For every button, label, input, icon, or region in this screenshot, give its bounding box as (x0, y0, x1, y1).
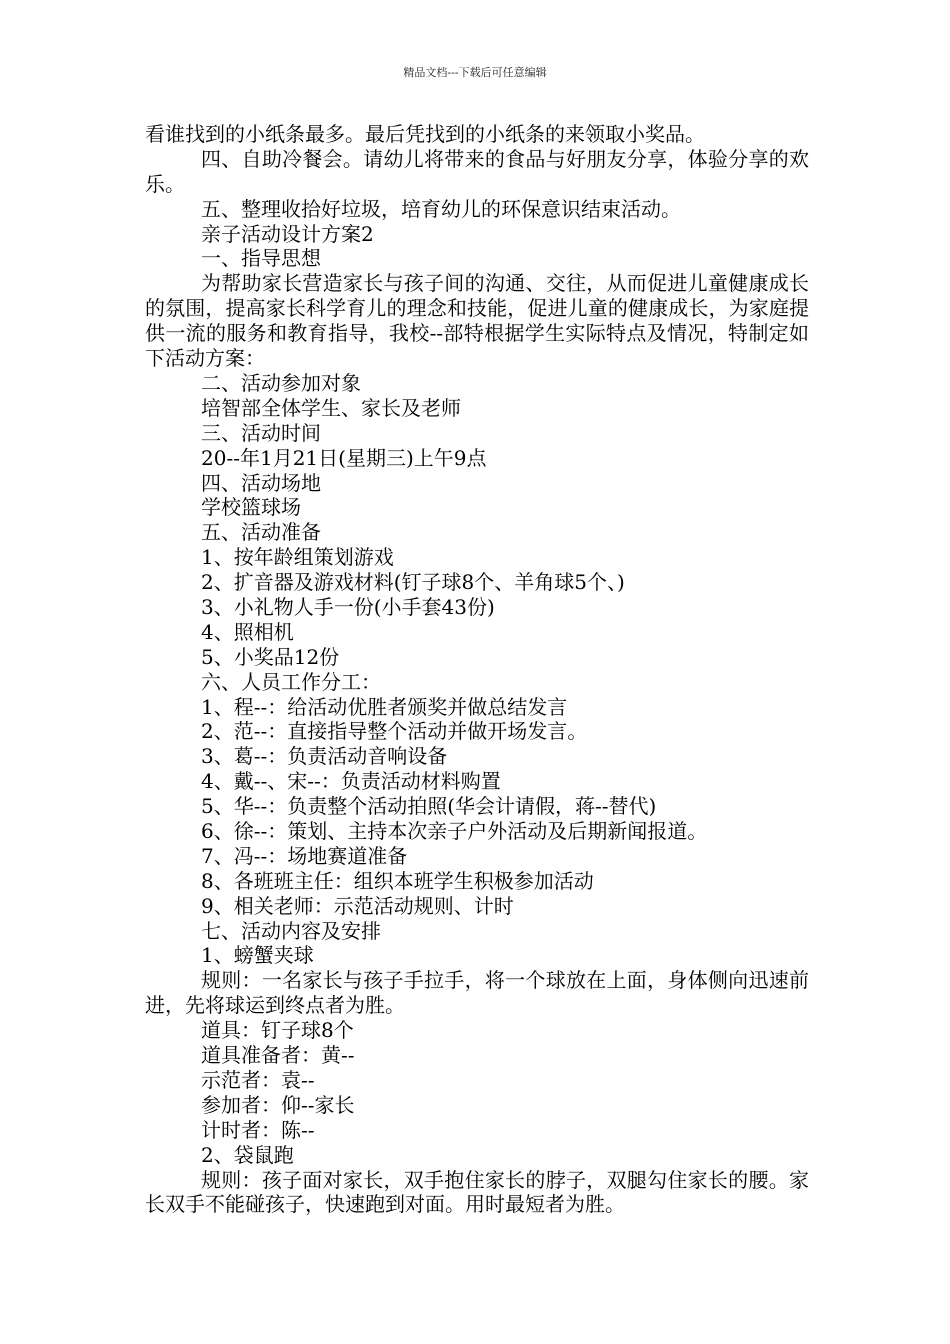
list-item: 8、各班班主任：组织本班学生积极参加活动 (201, 868, 594, 893)
paragraph: 培智部全体学生、家长及老师 (201, 395, 461, 420)
list-item: 9、相关老师：示范活动规则、计时 (201, 893, 514, 918)
document-body (145, 122, 809, 1217)
list-item: 5、华--：负责整个活动拍照(华会计请假，蒋--替代) (201, 794, 657, 819)
section-heading: 六、人员工作分工： (201, 669, 381, 694)
paragraph: 道具：钉子球8个 (201, 1018, 354, 1043)
section-heading: 二、活动参加对象 (201, 371, 361, 395)
list-item: 1、按年龄组策划游戏 (201, 545, 394, 570)
section-heading: 三、活动时间 (201, 420, 321, 445)
list-item: 7、冯--：场地赛道准备 (201, 843, 408, 868)
list-item: 3、葛--：负责活动音响设备 (201, 744, 448, 769)
paragraph: 示范者：袁-- (201, 1067, 315, 1092)
section-heading: 五、活动准备 (201, 520, 321, 545)
page-header: 精品文档---下载后可任意编辑 (403, 66, 547, 79)
list-item: 2、扩音器及游戏材料(钉子球8个、羊角球5个、) (201, 570, 625, 595)
list-item: 1、程--：给活动优胜者颁奖并做总结发言 (201, 694, 568, 719)
section-heading: 一、指导思想 (201, 246, 321, 271)
sub-heading: 2、袋鼠跑 (201, 1142, 294, 1167)
paragraph: 学校篮球场 (201, 495, 301, 520)
paragraph: 20--年1月21日(星期三)上午9点 (201, 445, 487, 470)
paragraph: 五、整理收拾好垃圾，培育幼儿的环保意识结束活动。 (201, 196, 681, 221)
sub-heading: 1、螃蟹夹球 (201, 943, 314, 968)
paragraph: 计时者：陈-- (201, 1117, 315, 1142)
list-item: 4、照相机 (201, 619, 294, 644)
list-item: 3、小礼物人手一份(小手套43份) (201, 595, 495, 620)
section-heading: 七、活动内容及安排 (201, 918, 381, 943)
paragraph: 规则：孩子面对家长，双手抱住家长的脖子，双腿勾住家长的腰。家长双手不能碰孩子，快速跑到对面。用时最短者为胜。 (145, 1167, 809, 1217)
paragraph: 道具准备者：黄-- (201, 1043, 355, 1068)
paragraph: 为帮助家长营造家长与孩子间的沟通、交往，从而促进儿童健康成长的氛围，提高家长科学育儿的理念和技能，促进儿童的健康成长，为家庭提供一流的服务和教育指导，我校--部特根据学生实际特点及情况，特制定如下活动方案： (145, 271, 809, 371)
section-title: 亲子活动设计方案2 (201, 221, 374, 246)
paragraph: 规则：一名家长与孩子手拉手，将一个球放在上面，身体侧向迅速前进，先将球运到终点者为胜。 (145, 968, 809, 1018)
list-item: 4、戴--、宋--：负责活动材料购置 (201, 769, 501, 794)
list-item: 2、范--：直接指导整个活动并做开场发言。 (201, 719, 588, 744)
paragraph: 四、自助冷餐会。请幼儿将带来的食品与好朋友分享，体验分享的欢乐。 (145, 146, 809, 196)
section-heading: 四、活动场地 (201, 470, 321, 495)
list-item: 6、徐--：策划、主持本次亲子户外活动及后期新闻报道。 (201, 819, 708, 844)
list-item: 5、小奖品12份 (201, 644, 340, 669)
paragraph: 参加者：仰--家长 (201, 1092, 355, 1117)
paragraph: 看谁找到的小纸条最多。最后凭找到的小纸条的来领取小奖品。 (145, 122, 705, 146)
